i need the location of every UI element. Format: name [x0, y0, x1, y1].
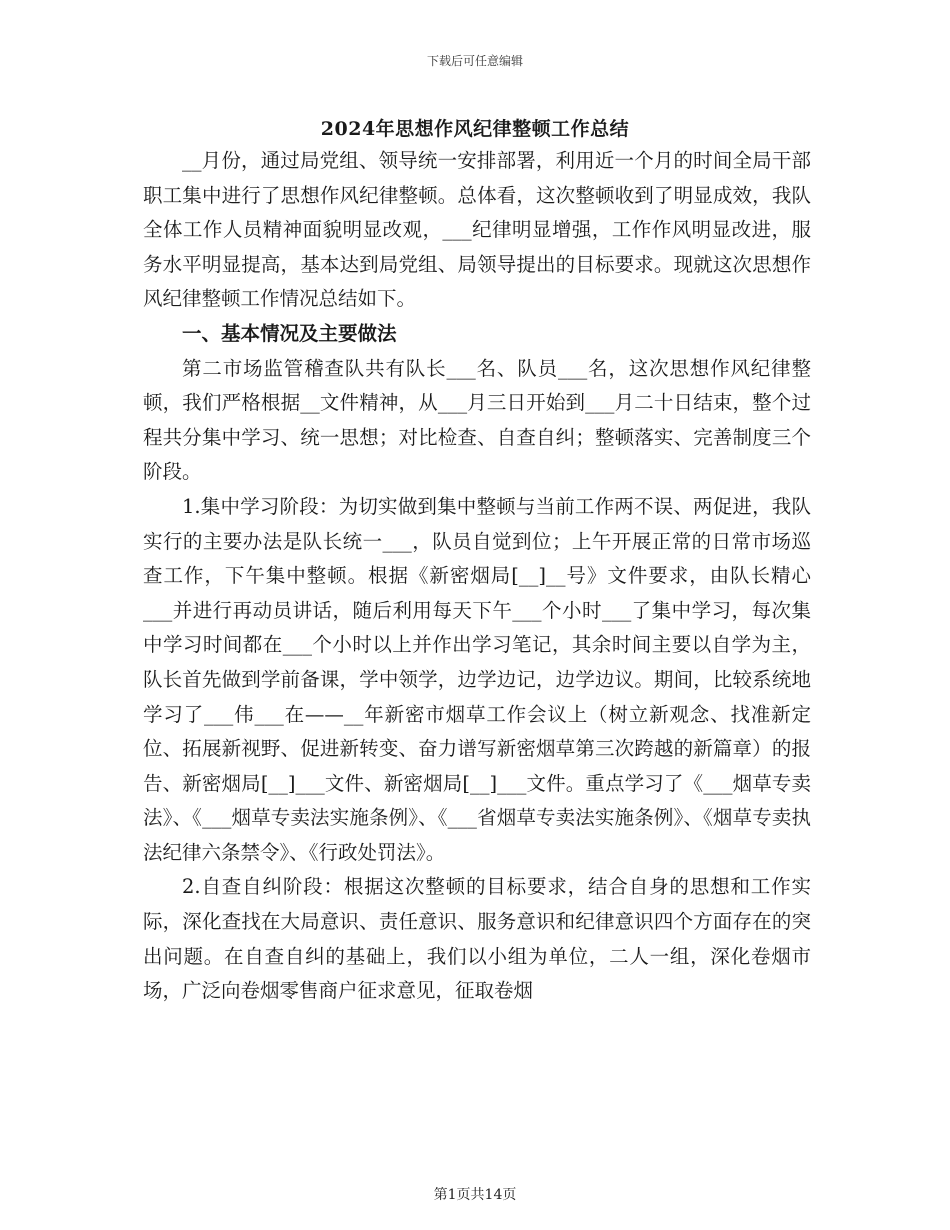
section-heading-1: 一、基本情况及主要做法	[182, 321, 397, 345]
paragraph-study-stage: 1.集中学习阶段：为切实做到集中整顿与当前工作两不误、两促进，我队实行的主要办法是队长统一___，队员自觉到位；上午开展正常的日常市场巡查工作，下午集中整顿。根据《新密烟局[__]__号》文件要求，由队长精心___并进行再动员讲话，随后利用每天下午___个小时___了集中学习，每次集中学习时间都在___个小时以上并作出学习笔记，其余时间主要以自学为主，队长首先做到学前备课，学中领学，边学边记，边学边议。期间，比较系统地学习了___伟___在——__年新密市烟草工作会议上（树立新观念、找准新定位、拓展新视野、促进新转变、奋力谱写新密烟草第三次跨越的新篇章）的报告、新密烟局[__]___文件、新密烟局[__]___文件。重点学习了《___烟草专卖法》、《___烟草专卖法实施条例》、《___省烟草专卖法实施条例》、《烟草专卖执法纪律六条禁令》、《行政处罚法》。	[143, 494, 811, 864]
paragraph-self-check-stage: 2.自查自纠阶段：根据这次整顿的目标要求，结合自身的思想和工作实际，深化查找在大局意识、责任意识、服务意识和纪律意识四个方面存在的突出问题。在自查自纠的基础上，我们以小组为单位，二人一组，深化卷烟市场，广泛向卷烟零售商户征求意见，征取卷烟	[143, 875, 811, 1003]
page-number-footer: 第1页共14页	[433, 1187, 517, 1203]
paragraph-intro: __月份，通过局党组、领导统一安排部署，利用近一个月的时间全局干部职工集中进行了思想作风纪律整顿。总体看，这次整顿收到了明显成效，我队全体工作人员精神面貌明显改观，___纪律明显增强，工作作风明显改进，服务水平明显提高，基本达到局党组、局领导提出的目标要求。现就这次思想作风纪律整顿工作情况总结如下。	[143, 149, 811, 311]
header-note: 下载后可任意编辑	[426, 54, 523, 68]
document-title: 2024年思想作风纪律整顿工作总结	[320, 118, 630, 140]
paragraph-basic-situation: 第二市场监管稽查队共有队长___名、队员___名，这次思想作风纪律整顿，我们严格根据__文件精神，从___月三日开始到___月二十日结束，整个过程共分集中学习、统一思想；对比检查、自查自纠；整顿落实、完善制度三个阶段。	[143, 356, 811, 484]
document-body	[143, 144, 811, 1009]
